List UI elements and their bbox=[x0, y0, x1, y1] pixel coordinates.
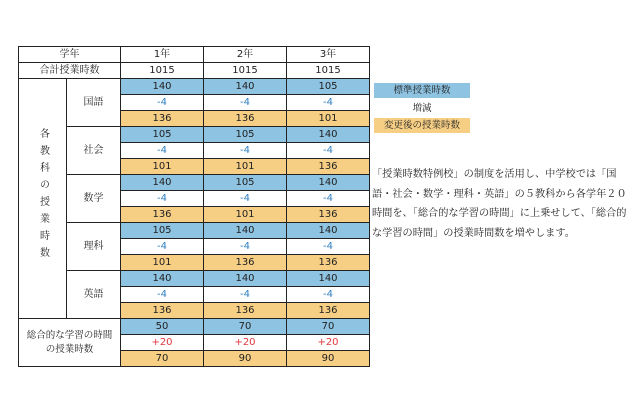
integrated-label-line1: 総合的な学習の時間 bbox=[26, 329, 113, 341]
hours-after: 136 bbox=[287, 159, 370, 175]
hours-change: -4 bbox=[204, 191, 287, 207]
hours-change: -4 bbox=[121, 191, 204, 207]
hours-after: 136 bbox=[287, 255, 370, 271]
standard-hours: 140 bbox=[204, 79, 287, 95]
grade-2-header: 2年 bbox=[204, 47, 287, 63]
grade-1-header: 1年 bbox=[121, 47, 204, 63]
hours-change: -4 bbox=[204, 239, 287, 255]
subject-name: 社会 bbox=[67, 127, 121, 175]
grade-header: 学年 bbox=[19, 47, 121, 63]
standard-hours: 105 bbox=[287, 79, 370, 95]
hours-change: -4 bbox=[204, 95, 287, 111]
standard-hours: 140 bbox=[287, 127, 370, 143]
subject-name: 理科 bbox=[67, 223, 121, 271]
hours-change: -4 bbox=[287, 95, 370, 111]
table-row bbox=[19, 127, 370, 143]
hours-change: +20 bbox=[287, 335, 370, 351]
legend-change: 増減 bbox=[374, 101, 470, 116]
header-row bbox=[19, 47, 370, 63]
grade-3-header: 3年 bbox=[287, 47, 370, 63]
hours-change: -4 bbox=[287, 191, 370, 207]
hours-after: 136 bbox=[121, 207, 204, 223]
hours-after: 136 bbox=[287, 303, 370, 319]
standard-hours: 140 bbox=[121, 175, 204, 191]
hours-after: 101 bbox=[204, 207, 287, 223]
standard-hours: 70 bbox=[204, 319, 287, 335]
description-text: 「授業時数特例校」の制度を活用し、中学校では「国語・社会・数学・理科・英語」の５教科から各学年２０時間を、「総合的な学習の時間」に上乗せして、「総合的な学習の時間」の授業時間数を増やします。 bbox=[372, 169, 627, 239]
table-row bbox=[19, 271, 370, 287]
table-row bbox=[19, 319, 370, 335]
hours-after: 90 bbox=[287, 351, 370, 367]
hours-change: -4 bbox=[121, 239, 204, 255]
table-row bbox=[19, 175, 370, 191]
hours-change: -4 bbox=[121, 287, 204, 303]
standard-hours: 50 bbox=[121, 319, 204, 335]
integrated-study-label bbox=[19, 319, 121, 367]
total-row bbox=[19, 63, 370, 79]
hours-change: +20 bbox=[121, 335, 204, 351]
subject-name: 英語 bbox=[67, 271, 121, 319]
hours-change: -4 bbox=[287, 239, 370, 255]
total-value: 1015 bbox=[204, 63, 287, 79]
hours-after: 101 bbox=[287, 111, 370, 127]
hours-after: 101 bbox=[204, 159, 287, 175]
hours-change: -4 bbox=[121, 143, 204, 159]
hours-change: -4 bbox=[204, 287, 287, 303]
hours-after: 136 bbox=[121, 303, 204, 319]
standard-hours: 140 bbox=[204, 223, 287, 239]
hours-after: 70 bbox=[121, 351, 204, 367]
standard-hours: 140 bbox=[287, 223, 370, 239]
standard-hours: 105 bbox=[121, 223, 204, 239]
hours-after: 136 bbox=[204, 303, 287, 319]
integrated-label-line2: の授業時数 bbox=[45, 343, 94, 355]
total-value: 1015 bbox=[121, 63, 204, 79]
hours-change: -4 bbox=[121, 95, 204, 111]
total-value: 1015 bbox=[287, 63, 370, 79]
table-row bbox=[19, 79, 370, 95]
legend-standard: 標準授業時数 bbox=[374, 83, 470, 98]
hours-after: 90 bbox=[204, 351, 287, 367]
hours-after: 101 bbox=[121, 255, 204, 271]
standard-hours: 140 bbox=[204, 271, 287, 287]
hours-change: -4 bbox=[287, 143, 370, 159]
legend-after: 変更後の授業時数 bbox=[374, 118, 470, 133]
hours-after: 136 bbox=[287, 207, 370, 223]
subject-name: 数学 bbox=[67, 175, 121, 223]
standard-hours: 70 bbox=[287, 319, 370, 335]
standard-hours: 105 bbox=[204, 175, 287, 191]
subjects-label-cell bbox=[19, 79, 67, 319]
hours-after: 136 bbox=[121, 111, 204, 127]
subjects-label: 各教科の授業時数 bbox=[37, 128, 49, 264]
table-row bbox=[19, 223, 370, 239]
hours-after: 136 bbox=[204, 255, 287, 271]
standard-hours: 140 bbox=[121, 79, 204, 95]
total-label: 合計授業時数 bbox=[19, 63, 121, 79]
standard-hours: 140 bbox=[121, 271, 204, 287]
hours-after: 136 bbox=[204, 111, 287, 127]
standard-hours: 140 bbox=[287, 175, 370, 191]
standard-hours: 140 bbox=[287, 271, 370, 287]
standard-hours: 105 bbox=[121, 127, 204, 143]
hours-change: -4 bbox=[204, 143, 287, 159]
class-hours-table bbox=[18, 46, 370, 367]
standard-hours: 105 bbox=[204, 127, 287, 143]
hours-change: -4 bbox=[287, 287, 370, 303]
hours-after: 101 bbox=[121, 159, 204, 175]
hours-change: +20 bbox=[204, 335, 287, 351]
subject-name: 国語 bbox=[67, 79, 121, 127]
